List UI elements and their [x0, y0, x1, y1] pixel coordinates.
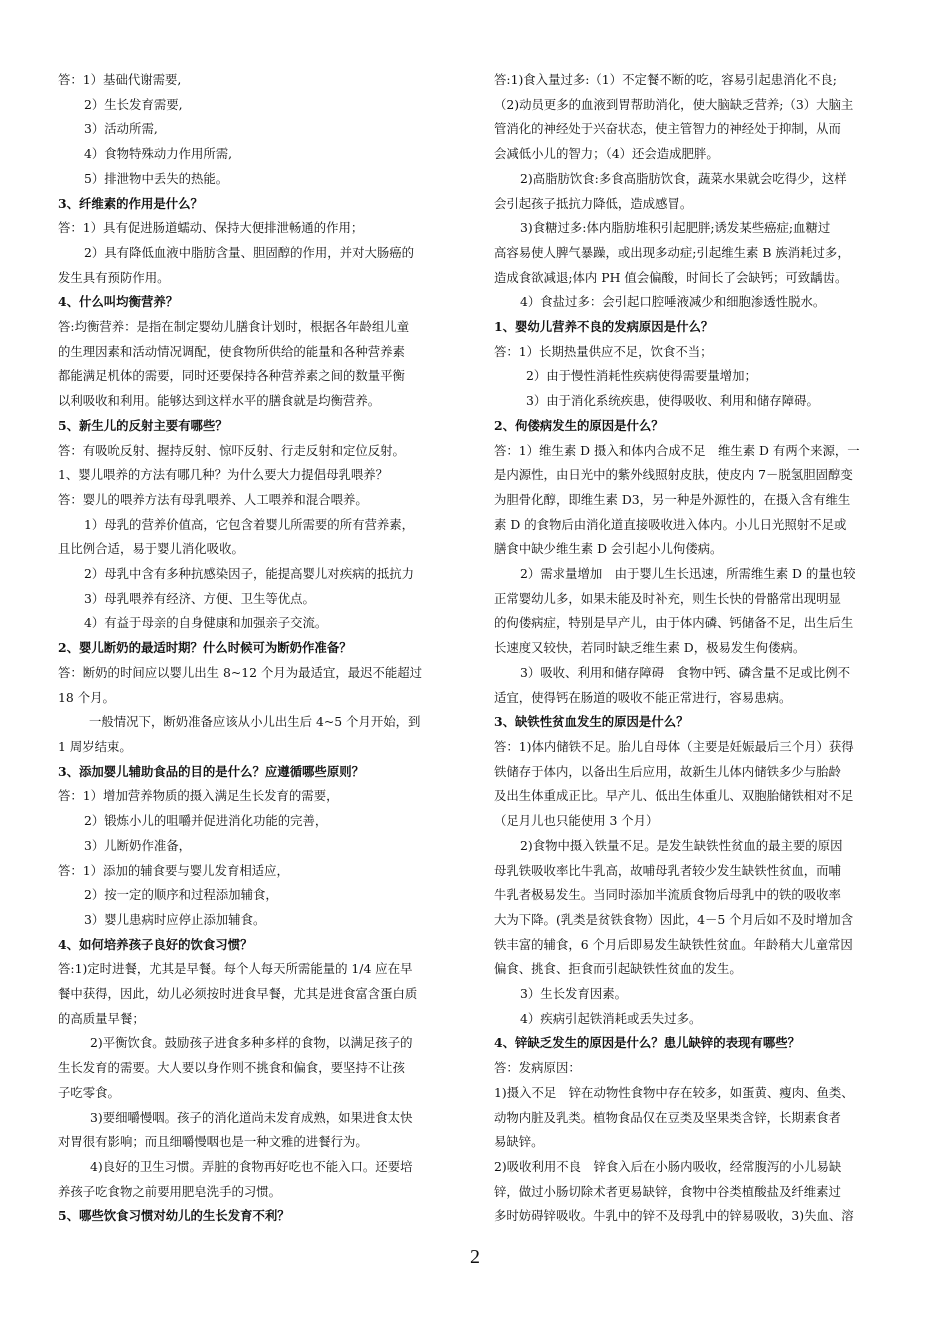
text-line: 一般情况下，断奶准备应该从小儿出生后 4~5 个月开始，到	[89, 714, 421, 730]
question-heading: 5、新生儿的反射主要有哪些？	[58, 417, 228, 433]
text-line: 2）具有降低血液中脂肪含量、胆固醇的作用，并对大肠癌的	[84, 244, 415, 260]
text-line: 母乳铁吸收率比牛乳高，故哺母乳者较少发生缺铁性贫血，而哺	[494, 862, 841, 878]
page-number: 2	[470, 1246, 480, 1268]
text-line: 答：1）长期热量供应不足，饮食不当；	[494, 343, 713, 359]
text-line: 会引起孩子抵抗力降低，造成感冒。	[494, 195, 693, 211]
text-line: 偏食、挑食、拒食而引起缺铁性贫血的发生。	[494, 961, 742, 977]
text-line: 2)高脂肪饮食:多食高脂肪饮食，蔬菜水果就会吃得少，这样	[520, 170, 847, 186]
text-line: 3）儿断奶作准备，	[84, 837, 192, 853]
text-line: 答：断奶的时间应以婴儿出生 8~12 个月为最适宜，最迟不能超过	[58, 664, 423, 680]
text-line: 2）按一定的顺序和过程添加辅食，	[84, 887, 278, 903]
text-line: 4）食盐过多：会引起口腔唾液减少和细胞渗透性脱水。	[520, 294, 826, 310]
text-line: 2）生长发育需要,	[84, 96, 183, 112]
text-line: 2）需求量增加 由于婴儿生长迅速，所需维生素 D 的量也较	[520, 566, 856, 582]
text-line: 都能满足机体的需要，同时还要保持各种营养素之间的数量平衡	[58, 368, 405, 384]
text-line: 适宜，使得钙在肠道的吸收不能正常进行，容易患病。	[494, 689, 792, 705]
text-line: 3）婴儿患病时应停止添加辅食。	[84, 911, 266, 927]
text-line: 长速度又较快，若同时缺乏维生素 D，极易发生佝偻病。	[494, 640, 806, 656]
text-line: 3）母乳喂养有经济、方便、卫生等优点。	[84, 590, 315, 606]
text-line: 答：1）具有促进肠道蠕动、保持大便排泄畅通的作用；	[58, 220, 364, 236]
text-line: 答：1）增加营养物质的摄入满足生长发育的需要，	[58, 788, 339, 804]
text-line: 5）排泄物中丢失的热能。	[84, 170, 229, 186]
text-line: 3）由于消化系统疾患，使得吸收、利用和储存障碍。	[526, 393, 819, 409]
text-line: 答:1)定时进餐，尤其是早餐。每个人每天所需能量的 1/4 应在早	[58, 961, 413, 977]
text-line: （足月儿也只能使用 3 个月）	[494, 813, 659, 829]
question-heading: 3、缺铁性贫血发生的原因是什么？	[494, 714, 689, 730]
text-line: 4）有益于母亲的自身健康和加强亲子交流。	[84, 615, 328, 631]
text-line: 3）生长发育因素。	[520, 986, 628, 1002]
text-line: 大为下降。(乳类是贫铁食物）因此，4－5 个月后如不及时增加含	[494, 911, 854, 927]
text-line: 1）母乳的营养价值高，它包含着婴儿所需要的所有营养素，	[84, 516, 415, 532]
text-line: 锌，做过小肠切除术者更易缺锌，食物中谷类植酸盐及纤维素过	[494, 1183, 841, 1199]
text-line: 2）由于慢性消耗性疾病使得需要量增加；	[526, 368, 757, 384]
text-line: 为胆骨化醇，即维生素 D3，另一种是外源性的，在摄入含有维生	[494, 491, 851, 507]
question-heading: 2、佝偻病发生的原因是什么？	[494, 417, 664, 433]
text-line: 答：婴儿的喂养方法有母乳喂养、人工喂养和混合喂养。	[58, 491, 368, 507]
text-line: 铁储存于体内，以备出生后应用，故新生儿体内储铁多少与胎龄	[494, 763, 841, 779]
text-line: 及出生体重成正比。早产儿、低出生体重儿、双胞胎储铁相对不足	[494, 788, 854, 804]
text-line: 膳食中缺少维生素 D 会引起小儿佝偻病。	[494, 541, 723, 557]
text-line: 1)摄入不足 锌在动物性食物中存在较多，如蛋黄、瘦肉、鱼类、	[494, 1084, 854, 1100]
text-line: 牛乳者极易发生。当同时添加半流质食物后母乳中的铁的吸收率	[494, 887, 841, 903]
text-line: 4)良好的卫生习惯。弄脏的食物再好吃也不能入口。还要培	[90, 1158, 413, 1174]
text-line: 的佝偻病症，特别是早产儿，由于体内磷、钙储备不足，出生后生	[494, 615, 854, 631]
text-line: 2)平衡饮食。鼓励孩子进食多种多样的食物，以满足孩子的	[90, 1035, 413, 1051]
text-line: 答：1)体内储铁不足。胎儿自母体（主要是妊娠最后三个月）获得	[494, 738, 854, 754]
text-line: 答：1）基础代谢需要,	[58, 72, 182, 87]
text-line: 4）食物特殊动力作用所需,	[84, 146, 233, 162]
text-line: 管消化的神经处于兴奋状态，使主管智力的神经处于抑制，从而	[494, 121, 841, 137]
text-line: 且比例合适，易于婴儿消化吸收。	[58, 541, 244, 557]
text-line: 18 个月。	[58, 689, 115, 705]
question-heading: 4、如何培养孩子良好的饮食习惯？	[58, 936, 253, 952]
text-line: 易缺锌。	[494, 1134, 544, 1150]
text-line: 2)吸收利用不良 锌食入后在小肠内吸收，经常腹泻的小儿易缺	[494, 1158, 842, 1174]
text-line: 造成食欲减退;体内 PH 值会偏酸，时间长了会缺钙；可致龋齿。	[494, 269, 848, 285]
question-heading: 3、添加婴儿辅助食品的目的是什么？应遵循哪些原则？	[58, 763, 364, 779]
text-line: 2)食物中摄入铁量不足。是发生缺铁性贫血的最主要的原因	[520, 837, 843, 853]
text-line: 对胃很有影响；而且细嚼慢咽也是一种文雅的进餐行为。	[58, 1134, 368, 1150]
text-line: 1、婴儿喂养的方法有哪几种？为什么要大力提倡母乳喂养？	[58, 467, 389, 483]
text-line: 子吃零食。	[58, 1084, 120, 1100]
text-line: 铁丰富的辅食，6 个月后即易发生缺铁性贫血。年龄稍大儿童常因	[494, 936, 853, 952]
text-line: 答:1)食入量过多:（1）不定餐不断的吃，容易引起患消化不良;	[494, 72, 837, 87]
text-line: 高容易使人脾气暴躁，或出现多动症;引起维生素 B 族消耗过多，	[494, 244, 850, 260]
text-line: 答：有吸吮反射、握持反射、惊吓反射、行走反射和定位反射。	[58, 442, 405, 458]
text-line: 答：发病原因：	[494, 1060, 581, 1076]
text-line: 答：1）添加的辅食要与婴儿发育相适应，	[58, 862, 289, 878]
text-line: 养孩子吃食物之前要用肥皂洗手的习惯。	[58, 1183, 282, 1199]
question-heading: 1、婴幼儿营养不良的发病原因是什么？	[494, 319, 714, 335]
text-line: 3)要细嚼慢咽。孩子的消化道尚未发育成熟，如果进食太快	[90, 1109, 413, 1125]
question-heading: 2、婴儿断奶的最适时期？什么时候可为断奶作准备？	[58, 640, 352, 656]
question-heading: 3、纤维素的作用是什么？	[58, 195, 203, 211]
text-line: 答:均衡营养：是指在制定婴幼儿膳食计划时，根据各年龄组儿童	[58, 319, 410, 335]
question-heading: 4、锌缺乏发生的原因是什么？患儿缺锌的表现有哪些？	[494, 1035, 800, 1051]
question-heading: 5、哪些饮食习惯对幼儿的生长发育不利？	[58, 1208, 290, 1224]
text-line: 1 周岁结束。	[58, 738, 132, 754]
text-line: 答：1）维生素 D 摄入和体内合成不足 维生素 D 有两个来源，一	[494, 442, 860, 458]
text-line: 4）疾病引起铁消耗或丢失过多。	[520, 1010, 702, 1026]
text-line: 的高质量早餐；	[58, 1010, 145, 1026]
text-line: 会减低小儿的智力；（4）还会造成肥胖。	[494, 146, 719, 162]
text-line: 动物内脏及乳类。植物食品仅在豆类及坚果类含锌，长期素食者	[494, 1109, 841, 1125]
text-line: 是内源性，由日光中的紫外线照射皮肤，使皮内 7－脱氢胆固醇变	[494, 467, 853, 483]
text-line: 正常婴幼儿多，如果未能及时补充，则生长快的骨骼常出现明显	[494, 590, 841, 606]
text-line: 生长发育的需要。大人要以身作则不挑食和偏食，要坚持不让孩	[58, 1060, 405, 1076]
text-line: 3）吸收、利用和储存障碍 食物中钙、磷含量不足或比例不	[520, 664, 851, 680]
text-line: 以利吸收和利用。能够达到这样水平的膳食就是均衡营养。	[58, 393, 381, 409]
text-line: 餐中获得，因此，幼儿必须按时进食早餐，尤其是进食富含蛋白质	[58, 986, 418, 1002]
text-line: 素 D 的食物后由消化道直接吸收进入体内。小儿日光照射不足或	[494, 516, 847, 532]
right-column	[494, 68, 894, 1229]
text-line: （2)动员更多的血液到胃帮助消化，使大脑缺乏营养;（3）大脑主	[494, 96, 854, 112]
text-line: 多时妨碍锌吸收。牛乳中的锌不及母乳中的锌易吸收，3)失血、溶	[494, 1208, 854, 1224]
left-column	[58, 68, 463, 1229]
text-line: 的生理因素和活动情况调配，使食物所供给的能量和各种营养素	[58, 343, 405, 359]
text-line: 发生具有预防作用。	[58, 269, 170, 285]
question-heading: 4、什么叫均衡营养？	[58, 294, 179, 310]
text-line: 2）锻炼小儿的咀嚼并促进消化功能的完善，	[84, 813, 328, 829]
text-line: 3)食糖过多:体内脂肪堆积引起肥胖;诱发某些癌症;血糖过	[520, 220, 831, 236]
text-line: 2）母乳中含有多种抗感染因子，能提高婴儿对疾病的抵抗力	[84, 566, 415, 582]
text-line: 3）活动所需,	[84, 121, 158, 137]
